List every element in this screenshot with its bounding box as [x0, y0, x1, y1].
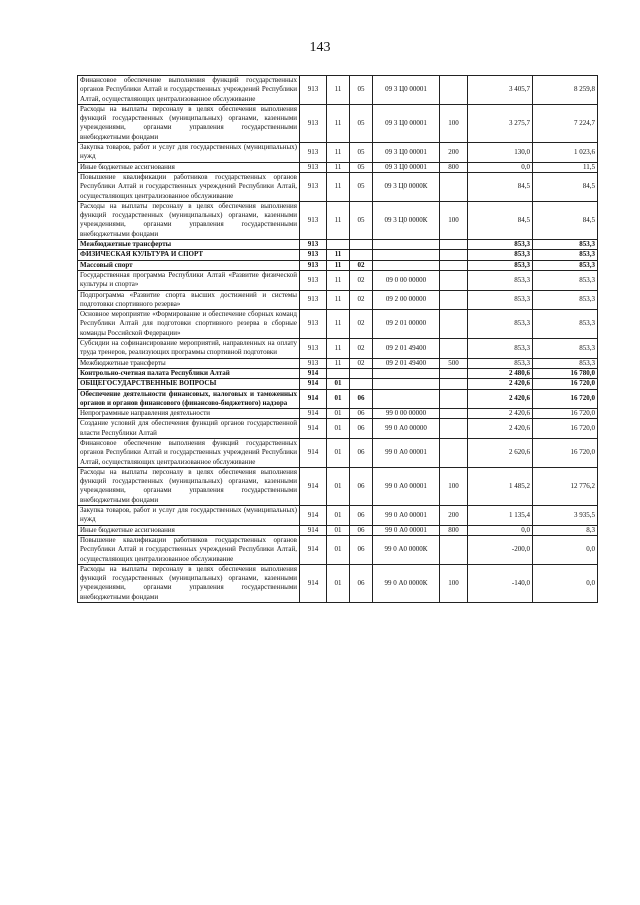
- admin-code-cell: 914: [300, 368, 327, 378]
- section-code-cell: 11: [327, 162, 350, 172]
- amount-total-cell: 84,5: [533, 172, 598, 201]
- target-article-cell: 09 0 00 00000: [373, 270, 440, 290]
- expense-type-cell: [440, 76, 468, 105]
- amount-total-cell: 84,5: [533, 201, 598, 239]
- admin-code-cell: 914: [300, 389, 327, 409]
- admin-code-cell: 914: [300, 409, 327, 419]
- row-name-cell: Расходы на выплаты персоналу в целях обеспечения выполнения функций государственных (муниципальных) органами, казенными учреждениями, органами управления государственными внебюджетными фондами: [78, 564, 300, 602]
- section-code-cell: [327, 368, 350, 378]
- section-code-cell: 11: [327, 76, 350, 105]
- target-article-cell: 99 0 А0 00001: [373, 467, 440, 505]
- subsection-code-cell: 06: [350, 467, 373, 505]
- amount-change-cell: -200,0: [468, 535, 533, 564]
- amount-total-cell: 1 023,6: [533, 143, 598, 163]
- target-article-cell: 09 3 Ц0 0000К: [373, 172, 440, 201]
- expense-type-cell: [440, 419, 468, 439]
- table-row: [78, 467, 598, 505]
- table-row: [78, 564, 598, 602]
- admin-code-cell: 913: [300, 358, 327, 368]
- section-code-cell: 01: [327, 409, 350, 419]
- amount-total-cell: 853,3: [533, 310, 598, 339]
- subsection-code-cell: 02: [350, 339, 373, 359]
- amount-change-cell: 853,3: [468, 290, 533, 310]
- target-article-cell: 99 0 А0 00001: [373, 506, 440, 526]
- table-row: [78, 506, 598, 526]
- table-row: [78, 172, 598, 201]
- section-code-cell: 01: [327, 389, 350, 409]
- row-name-cell: ФИЗИЧЕСКАЯ КУЛЬТУРА И СПОРТ: [78, 250, 300, 260]
- expense-type-cell: 100: [440, 201, 468, 239]
- subsection-code-cell: 05: [350, 172, 373, 201]
- expense-type-cell: [440, 379, 468, 389]
- table-row: [78, 143, 598, 163]
- amount-total-cell: 8,3: [533, 525, 598, 535]
- table-row: [78, 339, 598, 359]
- amount-total-cell: 16 720,0: [533, 438, 598, 467]
- section-code-cell: 11: [327, 104, 350, 142]
- amount-total-cell: 853,3: [533, 339, 598, 359]
- admin-code-cell: 913: [300, 162, 327, 172]
- admin-code-cell: 913: [300, 240, 327, 250]
- row-name-cell: Расходы на выплаты персоналу в целях обеспечения выполнения функций государственных (муниципальных) органами, казенными учреждениями, органами управления государственными внебюджетными фондами: [78, 201, 300, 239]
- expense-type-cell: [440, 270, 468, 290]
- expense-type-cell: [440, 172, 468, 201]
- admin-code-cell: 913: [300, 260, 327, 270]
- admin-code-cell: 914: [300, 419, 327, 439]
- amount-change-cell: 2 420,6: [468, 379, 533, 389]
- table-row: [78, 250, 598, 260]
- expense-type-cell: [440, 409, 468, 419]
- amount-total-cell: 16 720,0: [533, 379, 598, 389]
- amount-total-cell: 7 224,7: [533, 104, 598, 142]
- table-row: [78, 525, 598, 535]
- subsection-code-cell: 05: [350, 104, 373, 142]
- row-name-cell: Закупка товаров, работ и услуг для государственных (муниципальных) нужд: [78, 506, 300, 526]
- admin-code-cell: 913: [300, 250, 327, 260]
- section-code-cell: 11: [327, 143, 350, 163]
- subsection-code-cell: [350, 379, 373, 389]
- admin-code-cell: 913: [300, 201, 327, 239]
- table-row: [78, 535, 598, 564]
- subsection-code-cell: 06: [350, 535, 373, 564]
- expense-type-cell: 100: [440, 564, 468, 602]
- admin-code-cell: 914: [300, 564, 327, 602]
- amount-total-cell: 853,3: [533, 290, 598, 310]
- table-row: [78, 240, 598, 250]
- row-name-cell: Контрольно-счетная палата Республики Алтай: [78, 368, 300, 378]
- section-code-cell: 11: [327, 270, 350, 290]
- admin-code-cell: 914: [300, 525, 327, 535]
- target-article-cell: 09 3 Ц0 00001: [373, 143, 440, 163]
- expense-type-cell: 800: [440, 162, 468, 172]
- page-number: 143: [309, 40, 331, 55]
- expense-type-cell: 800: [440, 525, 468, 535]
- section-code-cell: [327, 240, 350, 250]
- admin-code-cell: 914: [300, 506, 327, 526]
- admin-code-cell: 913: [300, 270, 327, 290]
- table-row: [78, 310, 598, 339]
- amount-change-cell: 130,0: [468, 143, 533, 163]
- admin-code-cell: 913: [300, 143, 327, 163]
- target-article-cell: 99 0 А0 00000: [373, 419, 440, 439]
- target-article-cell: [373, 368, 440, 378]
- section-code-cell: 01: [327, 379, 350, 389]
- target-article-cell: 09 3 Ц0 00001: [373, 162, 440, 172]
- amount-total-cell: 16 720,0: [533, 389, 598, 409]
- amount-total-cell: 16 720,0: [533, 409, 598, 419]
- amount-total-cell: 853,3: [533, 358, 598, 368]
- amount-change-cell: 0,0: [468, 162, 533, 172]
- amount-change-cell: 2 480,6: [468, 368, 533, 378]
- amount-change-cell: 84,5: [468, 201, 533, 239]
- amount-change-cell: 3 405,7: [468, 76, 533, 105]
- amount-total-cell: 3 935,5: [533, 506, 598, 526]
- subsection-code-cell: 06: [350, 564, 373, 602]
- subsection-code-cell: 02: [350, 270, 373, 290]
- target-article-cell: [373, 250, 440, 260]
- row-name-cell: ОБЩЕГОСУДАРСТВЕННЫЕ ВОПРОСЫ: [78, 379, 300, 389]
- table-row: [78, 201, 598, 239]
- target-article-cell: 99 0 00 00000: [373, 409, 440, 419]
- row-name-cell: Субсидии на софинансирование мероприятий, направленных на оплату труда тренеров, реализующих программы спортивной подготовки: [78, 339, 300, 359]
- amount-total-cell: 853,3: [533, 270, 598, 290]
- expense-type-cell: 100: [440, 104, 468, 142]
- admin-code-cell: 913: [300, 104, 327, 142]
- section-code-cell: 11: [327, 201, 350, 239]
- subsection-code-cell: 05: [350, 76, 373, 105]
- subsection-code-cell: [350, 368, 373, 378]
- amount-change-cell: 1 135,4: [468, 506, 533, 526]
- section-code-cell: 01: [327, 438, 350, 467]
- target-article-cell: 09 3 Ц0 00001: [373, 76, 440, 105]
- amount-total-cell: 0,0: [533, 535, 598, 564]
- admin-code-cell: 913: [300, 172, 327, 201]
- subsection-code-cell: 06: [350, 525, 373, 535]
- row-name-cell: Межбюджетные трансферты: [78, 240, 300, 250]
- row-name-cell: Расходы на выплаты персоналу в целях обеспечения выполнения функций государственных (муниципальных) органами, казенными учреждениями, органами управления государственными внебюджетными фондами: [78, 467, 300, 505]
- section-code-cell: 01: [327, 419, 350, 439]
- row-name-cell: Финансовое обеспечение выполнения функций государственных органов Республики Алтай и государственных учреждений Республики Алтай, осуществляющих централизованное обслуживание: [78, 76, 300, 105]
- section-code-cell: 11: [327, 339, 350, 359]
- section-code-cell: 11: [327, 358, 350, 368]
- row-name-cell: Государственная программа Республики Алтай «Развитие физической культуры и спорта»: [78, 270, 300, 290]
- subsection-code-cell: 06: [350, 506, 373, 526]
- target-article-cell: 09 2 01 49400: [373, 339, 440, 359]
- target-article-cell: [373, 240, 440, 250]
- admin-code-cell: 913: [300, 310, 327, 339]
- amount-change-cell: 853,3: [468, 270, 533, 290]
- row-name-cell: Массовый спорт: [78, 260, 300, 270]
- amount-total-cell: 11,5: [533, 162, 598, 172]
- table-row: [78, 358, 598, 368]
- amount-change-cell: -140,0: [468, 564, 533, 602]
- row-name-cell: Закупка товаров, работ и услуг для государственных (муниципальных) нужд: [78, 143, 300, 163]
- section-code-cell: 11: [327, 310, 350, 339]
- expense-type-cell: [440, 389, 468, 409]
- admin-code-cell: 914: [300, 379, 327, 389]
- row-name-cell: Обеспечение деятельности финансовых, налоговых и таможенных органов и органов финансового (финансово-бюджетного) надзора: [78, 389, 300, 409]
- subsection-code-cell: [350, 240, 373, 250]
- table-row: [78, 104, 598, 142]
- amount-total-cell: 16 780,0: [533, 368, 598, 378]
- section-code-cell: 01: [327, 564, 350, 602]
- section-code-cell: 11: [327, 260, 350, 270]
- row-name-cell: Создание условий для обеспечения функций органов государственной власти Республики Алтай: [78, 419, 300, 439]
- row-name-cell: Иные бюджетные ассигнования: [78, 162, 300, 172]
- row-name-cell: Основное мероприятие «Формирование и обеспечение сборных команд Республики Алтай для подготовки спортивного резерва в сборные команды Российской Федерации»: [78, 310, 300, 339]
- subsection-code-cell: 02: [350, 260, 373, 270]
- target-article-cell: 99 0 А0 0000К: [373, 535, 440, 564]
- table-row: [78, 389, 598, 409]
- target-article-cell: [373, 389, 440, 409]
- section-code-cell: 01: [327, 506, 350, 526]
- row-name-cell: Повышение квалификации работников государственных органов Республики Алтай и государственных учреждений Республики Алтай, осуществляющих централизованное обслуживание: [78, 172, 300, 201]
- target-article-cell: 09 3 Ц0 00001: [373, 104, 440, 142]
- amount-change-cell: 2 420,6: [468, 419, 533, 439]
- expense-type-cell: [440, 250, 468, 260]
- expense-type-cell: 200: [440, 143, 468, 163]
- amount-total-cell: 16 720,0: [533, 419, 598, 439]
- amount-total-cell: 12 776,2: [533, 467, 598, 505]
- subsection-code-cell: 05: [350, 162, 373, 172]
- amount-change-cell: 3 275,7: [468, 104, 533, 142]
- amount-total-cell: 0,0: [533, 564, 598, 602]
- amount-change-cell: 84,5: [468, 172, 533, 201]
- target-article-cell: 99 0 А0 0000К: [373, 564, 440, 602]
- amount-total-cell: 8 259,8: [533, 76, 598, 105]
- expense-type-cell: 100: [440, 467, 468, 505]
- amount-change-cell: 853,3: [468, 339, 533, 359]
- amount-change-cell: 2 420,6: [468, 389, 533, 409]
- target-article-cell: 09 2 01 49400: [373, 358, 440, 368]
- subsection-code-cell: 02: [350, 358, 373, 368]
- table-row: [78, 379, 598, 389]
- expense-type-cell: 500: [440, 358, 468, 368]
- target-article-cell: 99 0 А0 00001: [373, 525, 440, 535]
- section-code-cell: 01: [327, 535, 350, 564]
- table-row: [78, 162, 598, 172]
- amount-total-cell: 853,3: [533, 240, 598, 250]
- amount-change-cell: 853,3: [468, 250, 533, 260]
- row-name-cell: Подпрограмма «Развитие спорта высших достижений и системы подготовки спортивного резерва»: [78, 290, 300, 310]
- subsection-code-cell: 05: [350, 201, 373, 239]
- expense-type-cell: [440, 310, 468, 339]
- table-row: [78, 260, 598, 270]
- amount-change-cell: 0,0: [468, 525, 533, 535]
- row-name-cell: Расходы на выплаты персоналу в целях обеспечения выполнения функций государственных (муниципальных) органами, казенными учреждениями, органами управления государственными внебюджетными фондами: [78, 104, 300, 142]
- subsection-code-cell: 02: [350, 290, 373, 310]
- amount-total-cell: 853,3: [533, 260, 598, 270]
- target-article-cell: 09 2 00 00000: [373, 290, 440, 310]
- section-code-cell: 11: [327, 172, 350, 201]
- table-row: [78, 290, 598, 310]
- target-article-cell: 99 0 А0 00001: [373, 438, 440, 467]
- row-name-cell: Финансовое обеспечение выполнения функций государственных органов Республики Алтай и государственных учреждений Республики Алтай, осуществляющих централизованное обслуживание: [78, 438, 300, 467]
- table-row: [78, 438, 598, 467]
- subsection-code-cell: 05: [350, 143, 373, 163]
- expense-type-cell: [440, 240, 468, 250]
- amount-change-cell: 2 620,6: [468, 438, 533, 467]
- admin-code-cell: 914: [300, 438, 327, 467]
- target-article-cell: [373, 260, 440, 270]
- expense-type-cell: [440, 368, 468, 378]
- expense-type-cell: [440, 438, 468, 467]
- admin-code-cell: 914: [300, 467, 327, 505]
- subsection-code-cell: 02: [350, 310, 373, 339]
- admin-code-cell: 913: [300, 290, 327, 310]
- target-article-cell: 09 3 Ц0 0000К: [373, 201, 440, 239]
- row-name-cell: Повышение квалификации работников государственных органов Республики Алтай и государственных учреждений Республики Алтай, осуществляющих централизованное обслуживание: [78, 535, 300, 564]
- expense-type-cell: [440, 339, 468, 359]
- row-name-cell: Иные бюджетные ассигнования: [78, 525, 300, 535]
- amount-change-cell: 853,3: [468, 260, 533, 270]
- subsection-code-cell: [350, 250, 373, 260]
- table-row: [78, 419, 598, 439]
- admin-code-cell: 913: [300, 76, 327, 105]
- expense-type-cell: [440, 260, 468, 270]
- target-article-cell: [373, 379, 440, 389]
- table-row: [78, 270, 598, 290]
- subsection-code-cell: 06: [350, 438, 373, 467]
- row-name-cell: Межбюджетные трансферты: [78, 358, 300, 368]
- amount-total-cell: 853,3: [533, 250, 598, 260]
- table-row: [78, 368, 598, 378]
- section-code-cell: 11: [327, 290, 350, 310]
- budget-table: [77, 75, 598, 603]
- target-article-cell: 09 2 01 00000: [373, 310, 440, 339]
- row-name-cell: Непрограммные направления деятельности: [78, 409, 300, 419]
- expense-type-cell: [440, 290, 468, 310]
- expense-type-cell: 200: [440, 506, 468, 526]
- expense-type-cell: [440, 535, 468, 564]
- section-code-cell: 01: [327, 467, 350, 505]
- section-code-cell: 01: [327, 525, 350, 535]
- amount-change-cell: 2 420,6: [468, 409, 533, 419]
- admin-code-cell: 913: [300, 339, 327, 359]
- amount-change-cell: 853,3: [468, 240, 533, 250]
- amount-change-cell: 1 485,2: [468, 467, 533, 505]
- amount-change-cell: 853,3: [468, 358, 533, 368]
- subsection-code-cell: 06: [350, 409, 373, 419]
- table-row: [78, 76, 598, 105]
- table-row: [78, 409, 598, 419]
- amount-change-cell: 853,3: [468, 310, 533, 339]
- subsection-code-cell: 06: [350, 389, 373, 409]
- admin-code-cell: 914: [300, 535, 327, 564]
- subsection-code-cell: 06: [350, 419, 373, 439]
- section-code-cell: 11: [327, 250, 350, 260]
